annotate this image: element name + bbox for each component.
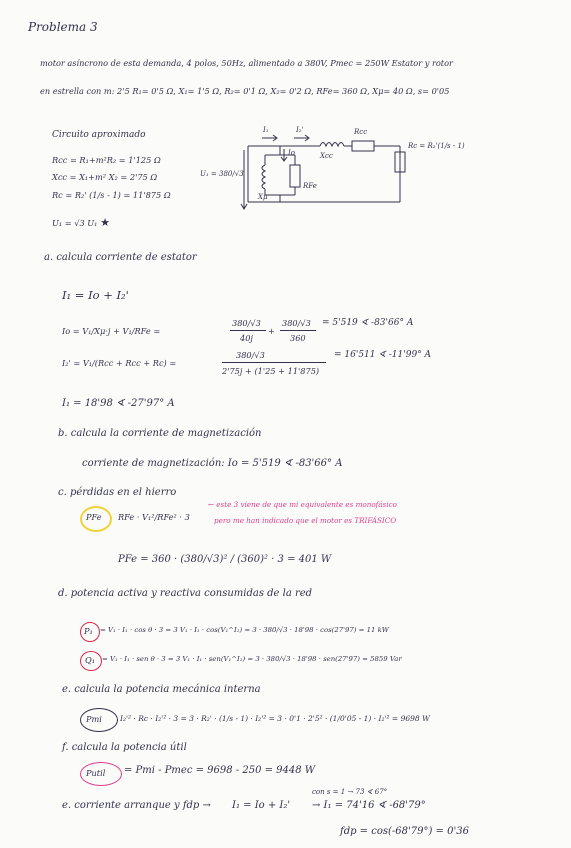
section-a-eq2-result: = 5'519 ∢ -83'66° A — [322, 318, 414, 328]
section-c-note-1: ← este 3 viene de que mi equivalente es monofásico — [208, 500, 397, 509]
section-d-q-label: Q₁ — [85, 655, 95, 665]
section-a-eq2-f2-den: 360 — [290, 333, 306, 343]
section-a-eq2-f2-num: 380/√3 — [282, 318, 311, 328]
section-e-pmi-label: Pmi — [86, 714, 102, 724]
section-c-pfe-label: PFe — [86, 512, 102, 522]
statement-line-2: en estrella con m: 2'5 R₁= 0'5 Ω, X₁= 1'5 Ω, R₂= 0'1 Ω, X₂= 0'2 Ω, RFe= 360 Ω, Xμ= 40 Ω, s= 0'05 — [40, 86, 450, 96]
circuit-label-rcc: Rcc — [354, 128, 368, 136]
circuit-eq-rcc: Rcc = R₁+m²R₂ = 1'125 Ω — [52, 155, 161, 165]
circuit-label-io: Io — [288, 149, 295, 157]
section-f-putil-label: Putil — [86, 768, 106, 778]
section-f-equation: = Pmi - Pmec = 9698 - 250 = 9448 W — [124, 765, 316, 776]
section-g-eq1: I₁ = Io + I₂' — [232, 800, 291, 811]
circuit-eq-rc: Rc = R₂' (1/s - 1) = 11'875 Ω — [52, 190, 171, 200]
section-a-eq1: I₁ = Io + I₂' — [62, 288, 129, 302]
circuit-rcc-resistor — [352, 141, 374, 151]
circuit-label-i1: I₁ — [263, 126, 269, 134]
section-g-heading: e. corriente arranque y fdp → — [62, 800, 211, 811]
section-a-eq4: I₁ = 18'98 ∢ -27'97° A — [62, 398, 175, 409]
section-d-heading: d. potencia activa y reactiva consumidas de la red — [58, 588, 313, 599]
section-a-eq2-f1-num: 380/√3 — [232, 318, 261, 328]
star-icon: ★ — [100, 216, 110, 229]
circuit-label-rfe: RFe — [303, 182, 317, 190]
section-a-eq2-lhs: Io = V₁/Xμ·j + V₁/RFe = — [62, 326, 161, 336]
circuit-xm-inductor — [262, 165, 265, 189]
page-title: Problema 3 — [28, 20, 98, 34]
section-a-heading: a. calcula corriente de estator — [44, 252, 197, 263]
section-d-q-equation: = V₁ · I₁ · sen θ · 3 = 3 V₁ · I₁ · sen(V₁^I₁) = 3 · 380/√3 · 18'98 · sen(27'97) = 5859 Var — [102, 655, 402, 663]
circuit-label-v1: U₁ = 380/√3 — [200, 170, 244, 178]
section-c-note-2: pero me han indicado que el motor es TRIFÁSICO — [214, 516, 397, 525]
section-e-equation: I₂'² · Rc · I₂'² · 3 = 3 · R₂' · (1/s - 1) · I₂'² = 3 · 0'1 · 2'5² · (1/0'05 - 1) · I₂'² = 9698 W — [120, 714, 430, 723]
section-e-heading: e. calcula la potencia mecánica interna — [62, 684, 261, 695]
section-d-p-label: P₁ — [84, 626, 93, 636]
section-b-heading: b. calcula la corriente de magnetización — [58, 428, 262, 439]
section-f-heading: f. calcula la potencia útil — [62, 742, 187, 753]
circuit-xcc-inductor — [320, 143, 344, 147]
section-d-p-equation: = V₁ · I₁ · cos θ · 3 = 3 V₁ · I₁ · cos(V₁^I₁) = 3 · 380/√3 · 18'98 · cos(27'97) = 11 kW — [100, 626, 389, 634]
circuit-rfe-resistor — [290, 165, 300, 187]
section-c-formula: RFe · V₁²/RFe² · 3 — [118, 512, 190, 522]
section-a-eq2-f1-den: 40j — [240, 333, 253, 343]
section-g-eq2: → I₁ = 74'16 ∢ -68'79° — [312, 800, 426, 811]
section-a-eq3-result: = 16'511 ∢ -11'99° A — [334, 350, 432, 360]
circuit-eq-xcc: Xcc = X₁+m² X₂ = 2'75 Ω — [52, 172, 158, 182]
statement-line-1: motor asíncrono de esta demanda, 4 polos, 50Hz, alimentado a 380V, Pmec = 250W Estator y rotor — [40, 58, 453, 68]
circuit-label-xcc: Xcc — [320, 152, 333, 160]
section-a-eq3-den: 2'75j + (1'25 + 11'875) — [222, 366, 320, 376]
section-a-eq3-lhs: I₂' = V₁/(Rcc + Rcc + Rc) = — [62, 358, 177, 368]
section-c-heading: c. pérdidas en el hierro — [58, 487, 177, 498]
circuit-label-i2p: I₂' — [296, 126, 304, 134]
circuit-heading: Circuito aproximado — [52, 130, 146, 140]
circuit-eq-u1-text: U₁ = √3 U₁ — [52, 218, 98, 228]
section-c-result: PFe = 360 · (380/√3)² / (360)² · 3 = 401 W — [118, 554, 332, 565]
circuit-label-rc: Rc = R₂'(1/s - 1) — [408, 142, 465, 150]
section-g-note: con s = 1 → 73 ∢ 67° — [312, 788, 388, 796]
circuit-label-xm: Xμ — [258, 193, 268, 201]
section-a-eq3-num: 380/√3 — [236, 350, 265, 360]
section-b-eq: corriente de magnetización: Io = 5'519 ∢ -83'66° A — [82, 458, 343, 469]
section-g-eq3: fdp = cos(-68'79°) = 0'36 — [340, 826, 469, 837]
